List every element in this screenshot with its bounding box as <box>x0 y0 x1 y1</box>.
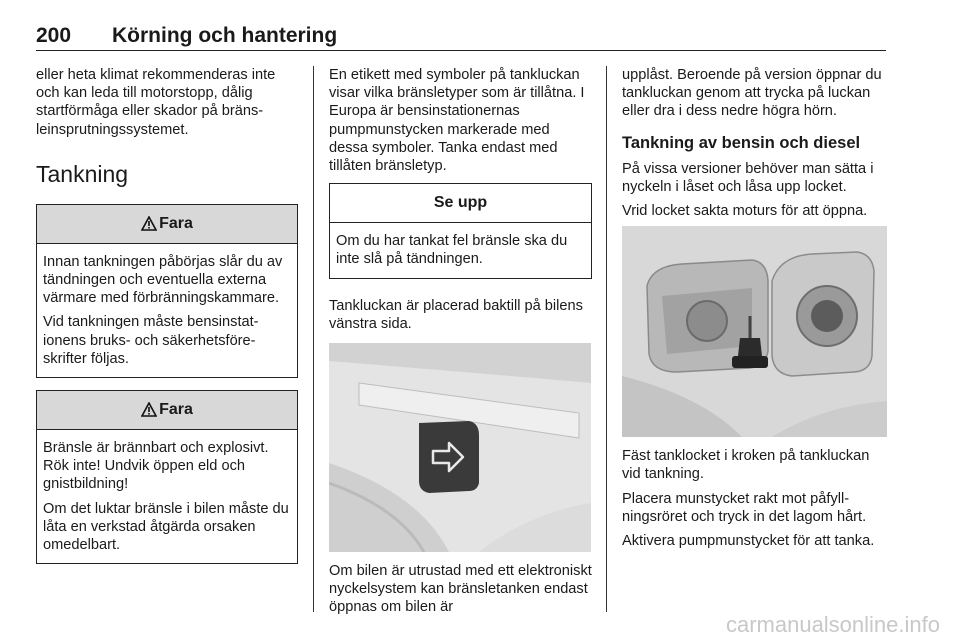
body-paragraph: Fäst tanklocket i kroken på tankluckan vid tankning. <box>622 448 870 483</box>
body-paragraph: En etikett med symboler på tankluckan visar vilka bränsletyper som är tillåtna. I Europa är bensinstationernas pumpmunstycken markerade med dessa symboler. Tanka endast med tillåten bränsletyp. <box>329 67 585 175</box>
fuel-flap-image <box>329 343 591 552</box>
danger-box-header <box>37 205 297 244</box>
page-number: 200 <box>36 24 72 47</box>
body-paragraph: På vissa versioner behöver man sätta i nyckeln i låset och låsa upp locket. <box>622 160 874 195</box>
danger-box <box>36 204 298 378</box>
caution-text: Om du har tankat fel bränsle ska du inte slå på tändningen. <box>336 233 568 268</box>
column-right <box>622 66 887 556</box>
body-paragraph: Om bilen är utrustad med ett elektroniskt nyckelsystem kan bränsletanken endast öppnas om bilen är <box>329 563 592 616</box>
danger-text: Vid tankningen måste bensinstationens bruks- och säkerhetsföreskrifter följas. <box>43 314 259 367</box>
chapter-title: Körning och hantering <box>112 24 338 47</box>
page-header <box>36 10 886 51</box>
warning-triangle-icon <box>141 402 157 417</box>
body-paragraph: Vrid locket sakta moturs för att öppna. <box>622 203 868 220</box>
column-left <box>36 66 298 576</box>
danger-text: Om det luktar bränsle i bilen måste du låta en verkstad åtgärda orsaken omedelbart. <box>43 500 289 554</box>
body-paragraph: Placera munstycket rakt mot påfyllningsröret och tryck in det lagom hårt. <box>622 490 867 525</box>
body-paragraph: upplåst. Beroende på version öppnar du tankluckan genom att trycka på luckan eller dra i dess nedre högra hörn. <box>622 67 882 120</box>
intro-paragraph: eller heta klimat rekommenderas inte och kan leda till motorstopp, dålig startförmåga eller skador på bränsleinsprutningssystemet. <box>36 67 276 138</box>
body-paragraph: Tankluckan är placerad baktill på bilens vänstra sida. <box>329 297 583 332</box>
danger-text: Bränsle är brännbart och explosivt. Rök inte! Undvik öppen eld och gnistbildning! <box>43 440 269 493</box>
column-divider <box>313 66 314 612</box>
column-middle <box>329 66 592 623</box>
warning-triangle-icon <box>141 216 157 231</box>
body-paragraph: Aktivera pumpmunstycket för att tanka. <box>622 533 875 550</box>
section-title: Tankning <box>36 160 129 187</box>
danger-box <box>36 390 298 564</box>
watermark: carmanualsonline.info <box>725 612 940 637</box>
danger-box-title: Fara <box>159 401 193 419</box>
column-divider <box>606 66 607 612</box>
subsection-title: Tankning av bensin och diesel <box>622 133 861 152</box>
caution-box <box>329 183 592 278</box>
fuel-cap-image <box>622 226 887 437</box>
caution-box-header: Se upp <box>330 184 591 223</box>
danger-text: Innan tankningen påbörjas slår du av tändningen och eventuella externa värmare med förbränningskammare. <box>43 253 283 307</box>
danger-box-title: Fara <box>159 214 193 232</box>
danger-box-header <box>37 391 297 430</box>
